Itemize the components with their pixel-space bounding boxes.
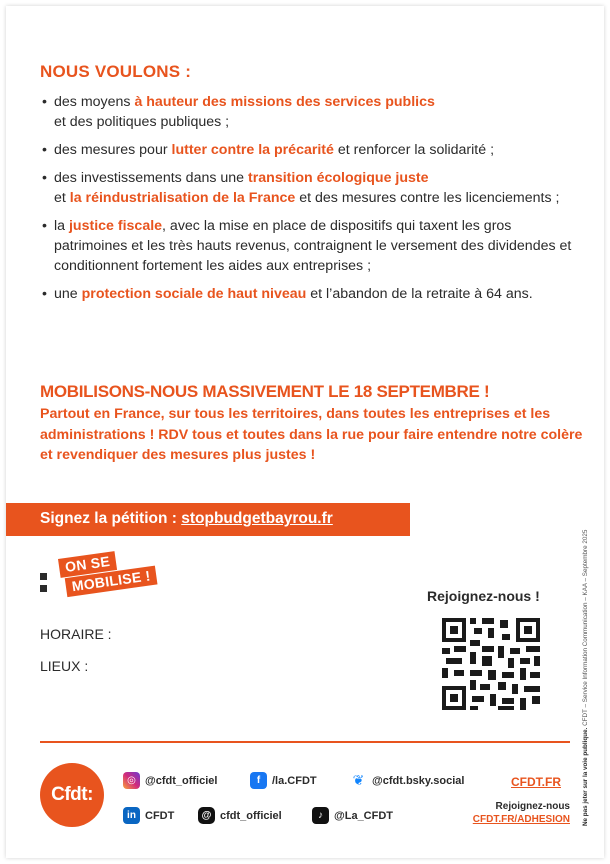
section-title-nous-voulons: NOUS VOULONS :: [40, 62, 192, 81]
list-item: • des moyens à hauteur des missions des services publics et des politiques publiques ;: [40, 92, 580, 132]
facebook-handle: /la.CFDT: [272, 774, 317, 787]
social-facebook[interactable]: [250, 772, 317, 789]
join-heading: Rejoignez-nous !: [427, 588, 540, 604]
cfdt-logo: Cfdt:: [40, 763, 104, 827]
lieux-label: LIEUX :: [40, 658, 89, 674]
linkedin-handle: CFDT: [145, 809, 175, 822]
mobilisation-text: Partout en France, sur tous les territoires, dans toutes les entreprises et les administrations ! RDV tous et toutes dans la rue pour faire entendre notre colère et revendiquer des mesures plus justes !: [40, 406, 583, 463]
social-bluesky[interactable]: [350, 772, 464, 789]
social-instagram[interactable]: [123, 772, 217, 789]
petition-banner: [6, 503, 410, 536]
sticker-line-2: MOBILISE !: [65, 566, 158, 598]
demands-list: [40, 92, 580, 312]
colon-icon: [40, 573, 48, 597]
tiktok-handle: @La_CFDT: [334, 809, 394, 822]
sticker-line-1: ON SE: [58, 551, 117, 578]
linkedin-icon: in: [123, 807, 140, 824]
legal-mention: Ne pas jeter sur la voie publique. CFDT – Service Information Communication – KAA – Septembre 2025: [582, 529, 589, 826]
list-item: • des mesures pour lutter contre la précarité et renforcer la solidarité ;: [40, 140, 580, 160]
bluesky-butterfly-icon: ❦: [350, 772, 367, 789]
threads-handle: cfdt_officiel: [220, 809, 282, 822]
tiktok-icon: ♪: [312, 807, 329, 824]
petition-label: Signez la pétition :: [40, 510, 182, 527]
join-footer-label: Rejoignez-nous: [495, 801, 570, 812]
social-threads[interactable]: [198, 807, 282, 824]
section-title-mobilisons: MOBILISONS-NOUS MASSIVEMENT LE 18 SEPTEMBRE !: [40, 382, 490, 401]
on-se-mobilise-sticker: [40, 552, 190, 609]
petition-link[interactable]: stopbudgetbayrou.fr: [181, 510, 333, 527]
horaire-label: HORAIRE :: [40, 626, 112, 642]
list-item: • la justice fiscale, avec la mise en place de dispositifs qui taxent les gros patrimoines et les très hauts revenus, contraignent le versement des dividendes et conditionnent fortement les aides aux entreprises ;: [40, 216, 580, 276]
footer-divider: [40, 741, 570, 743]
instagram-icon: ◎: [123, 772, 140, 789]
social-tiktok[interactable]: [312, 807, 393, 824]
flyer-page: [6, 6, 604, 858]
bluesky-handle: @cfdt.bsky.social: [372, 774, 465, 787]
cfdt-website-link[interactable]: CFDT.FR: [511, 775, 561, 789]
social-linkedin[interactable]: [123, 807, 174, 824]
qr-code-icon[interactable]: [442, 618, 540, 710]
facebook-icon: f: [250, 772, 267, 789]
instagram-handle: @cfdt_officiel: [145, 774, 218, 787]
adhesion-link[interactable]: CFDT.FR/ADHESION: [472, 814, 570, 825]
list-item: • des investissements dans une transition écologique juste et la réindustrialisation de la France et des mesures contre les licenciements ;: [40, 168, 580, 208]
threads-icon: @: [198, 807, 215, 824]
list-item: • une protection sociale de haut niveau et l’abandon de la retraite à 64 ans.: [40, 284, 580, 304]
